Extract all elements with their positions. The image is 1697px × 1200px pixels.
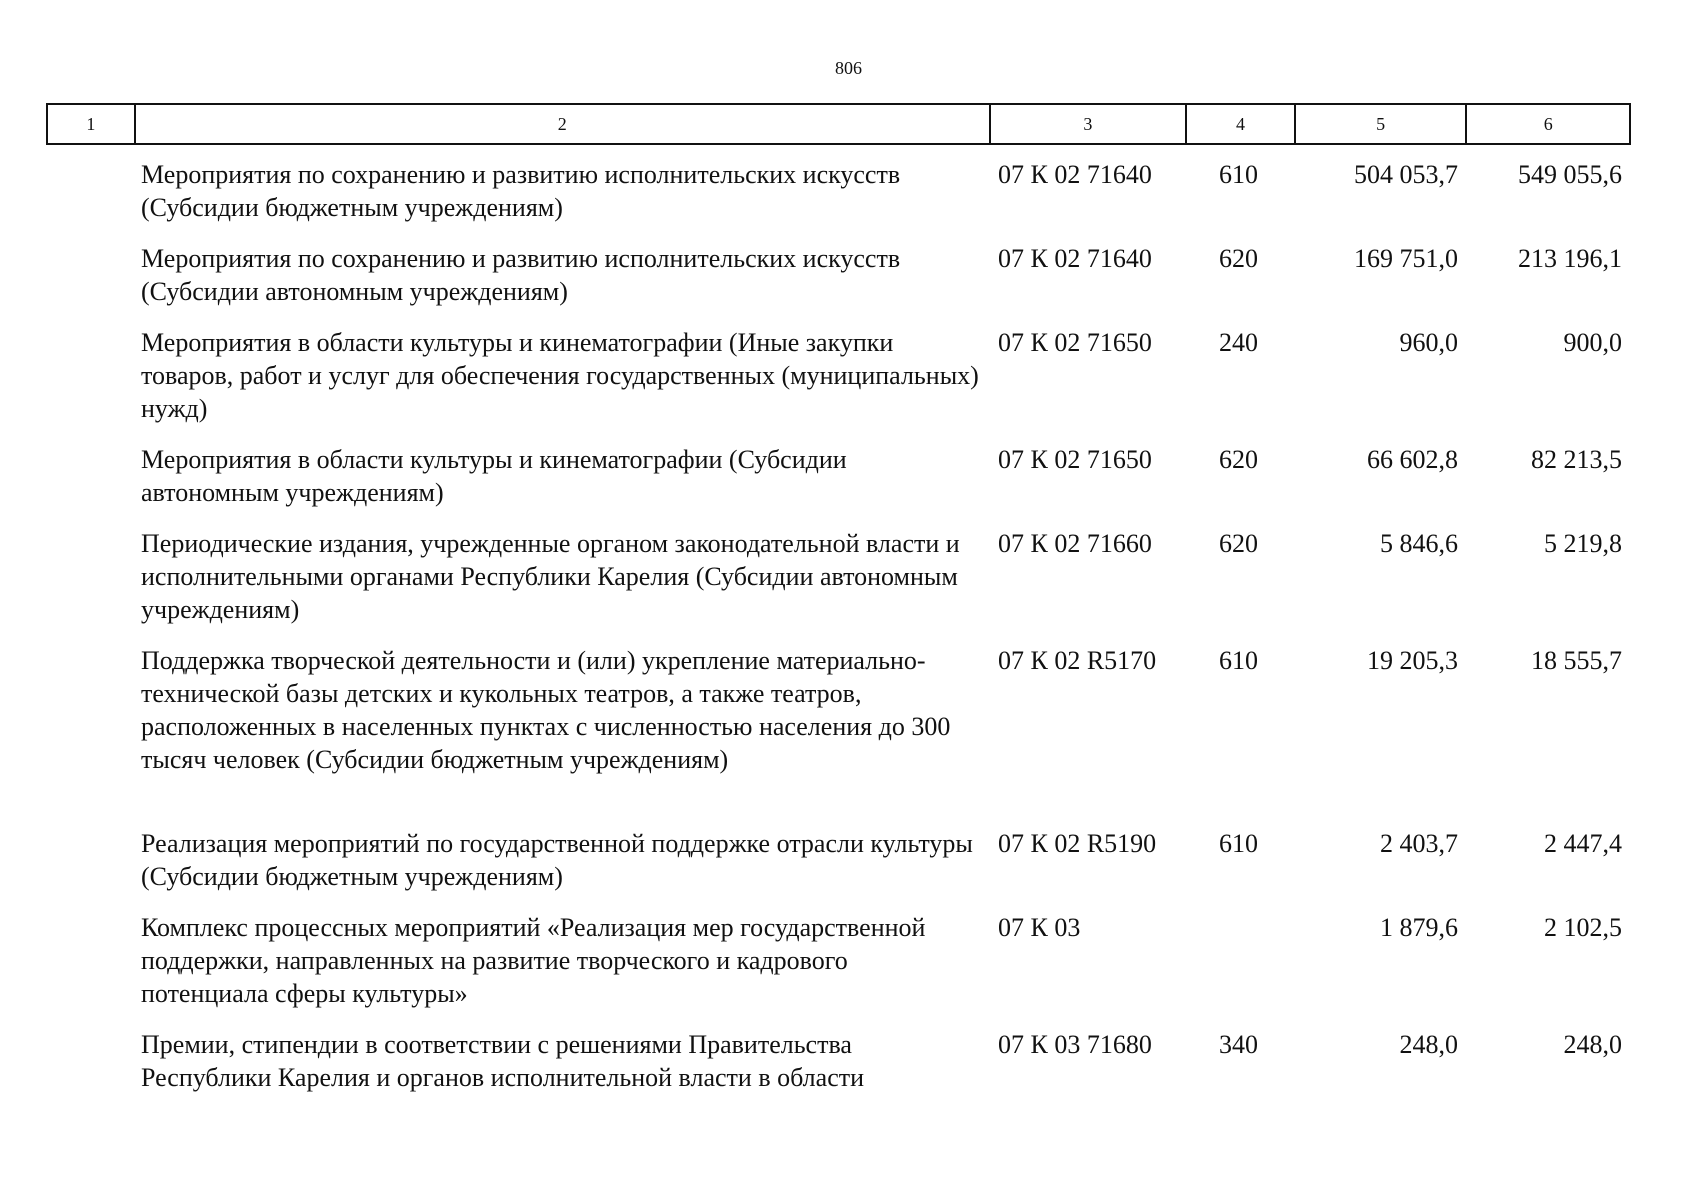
table-row	[46, 527, 1631, 644]
table-row	[46, 443, 1631, 527]
row-type: 240	[1219, 328, 1258, 357]
row-value-5: 2 403,7	[1380, 829, 1458, 858]
row-type: 610	[1219, 829, 1258, 858]
row-value-6: 213 196,1	[1518, 244, 1622, 273]
header-col-3: 3	[989, 105, 1186, 143]
row-value-5: 248,0	[1399, 1030, 1458, 1059]
header-col-4: 4	[1185, 105, 1294, 143]
header-col-1: 1	[86, 113, 96, 134]
row-type: 340	[1219, 1030, 1258, 1059]
row-description: Мероприятия по сохранению и развитию исполнительских искусств (Субсидии бюджетным учреждениям)	[141, 160, 901, 222]
header-col-2: 2	[134, 105, 989, 143]
row-code: 07 К 02 R5190	[998, 829, 1157, 858]
row-col1	[46, 326, 132, 443]
row-code: 07 К 02 71640	[998, 160, 1152, 189]
row-description: Мероприятия в области культуры и кинематографии (Субсидии автономным учреждениям)	[141, 445, 847, 507]
row-value-5: 504 053,7	[1354, 160, 1458, 189]
row-code: 07 К 02 71660	[998, 529, 1152, 558]
row-code: 07 К 02 71650	[998, 328, 1152, 357]
row-type: 620	[1219, 244, 1258, 273]
row-col1	[46, 527, 132, 644]
row-value-6: 2 447,4	[1544, 829, 1622, 858]
table-row	[46, 644, 1631, 827]
table-row	[46, 158, 1631, 242]
row-value-5: 169 751,0	[1354, 244, 1458, 273]
row-value-5: 19 205,3	[1367, 646, 1458, 675]
row-code: 07 К 02 71640	[998, 244, 1152, 273]
row-type: 620	[1219, 445, 1258, 474]
row-value-6: 248,0	[1563, 1030, 1622, 1059]
table-body	[46, 158, 1631, 1112]
row-description: Мероприятия по сохранению и развитию исполнительских искусств (Субсидии автономным учреждениям)	[141, 244, 901, 306]
row-value-6: 82 213,5	[1531, 445, 1622, 474]
header-col-6: 6	[1465, 105, 1629, 143]
row-code: 07 К 03 71680	[998, 1030, 1152, 1059]
row-type	[1186, 911, 1295, 1028]
row-description: Периодические издания, учрежденные органом законодательной власти и исполнительными органами Республики Карелия (Субсидии автономным учреждениям)	[141, 529, 960, 624]
row-code: 07 К 02 71650	[998, 445, 1152, 474]
row-value-6: 900,0	[1563, 328, 1622, 357]
row-value-6: 5 219,8	[1544, 529, 1622, 558]
row-value-5: 1 879,6	[1380, 913, 1458, 942]
row-description: Реализация мероприятий по государственной поддержке отрасли культуры (Субсидии бюджетным учреждениям)	[141, 829, 973, 891]
table-row	[46, 1028, 1631, 1112]
table-row	[46, 827, 1631, 911]
row-type: 620	[1219, 529, 1258, 558]
table-row	[46, 911, 1631, 1028]
row-code: 07 К 02 R5170	[998, 646, 1157, 675]
row-col1	[46, 158, 132, 242]
row-code: 07 К 03	[998, 913, 1081, 942]
row-type: 610	[1219, 160, 1258, 189]
row-col1	[46, 644, 132, 827]
row-col1	[46, 443, 132, 527]
row-col1	[46, 911, 132, 1028]
row-value-5: 960,0	[1399, 328, 1458, 357]
row-col1	[46, 1028, 132, 1112]
page-number: 806	[835, 58, 862, 78]
table-row	[46, 242, 1631, 326]
row-value-5: 66 602,8	[1367, 445, 1458, 474]
row-description: Комплекс процессных мероприятий «Реализация мер государственной поддержки, направленных на развитие творческого и кадрового потенциала сферы культуры»	[141, 913, 926, 1008]
row-col1	[46, 242, 132, 326]
row-value-6: 2 102,5	[1544, 913, 1622, 942]
header-col-5: 5	[1294, 105, 1466, 143]
row-value-6: 549 055,6	[1518, 160, 1622, 189]
row-value-5: 5 846,6	[1380, 529, 1458, 558]
row-description: Премии, стипендии в соответствии с решениями Правительства Республики Карелия и органов исполнительной власти в области	[141, 1030, 865, 1092]
row-description: Мероприятия в области культуры и кинематографии (Иные закупки товаров, работ и услуг для обеспечения государственных (муниципальных) нужд)	[141, 328, 979, 423]
row-type: 610	[1219, 646, 1258, 675]
row-description: Поддержка творческой деятельности и (или) укрепление материально-технической базы детских и кукольных театров, а также театров, расположенных в населенных пунктах с численностью населения до 300 тысяч человек (Субсидии бюджетным учреждениям)	[141, 646, 951, 774]
table-row	[46, 326, 1631, 443]
row-col1	[46, 827, 132, 911]
row-value-6: 18 555,7	[1531, 646, 1622, 675]
table-header	[46, 103, 1631, 145]
